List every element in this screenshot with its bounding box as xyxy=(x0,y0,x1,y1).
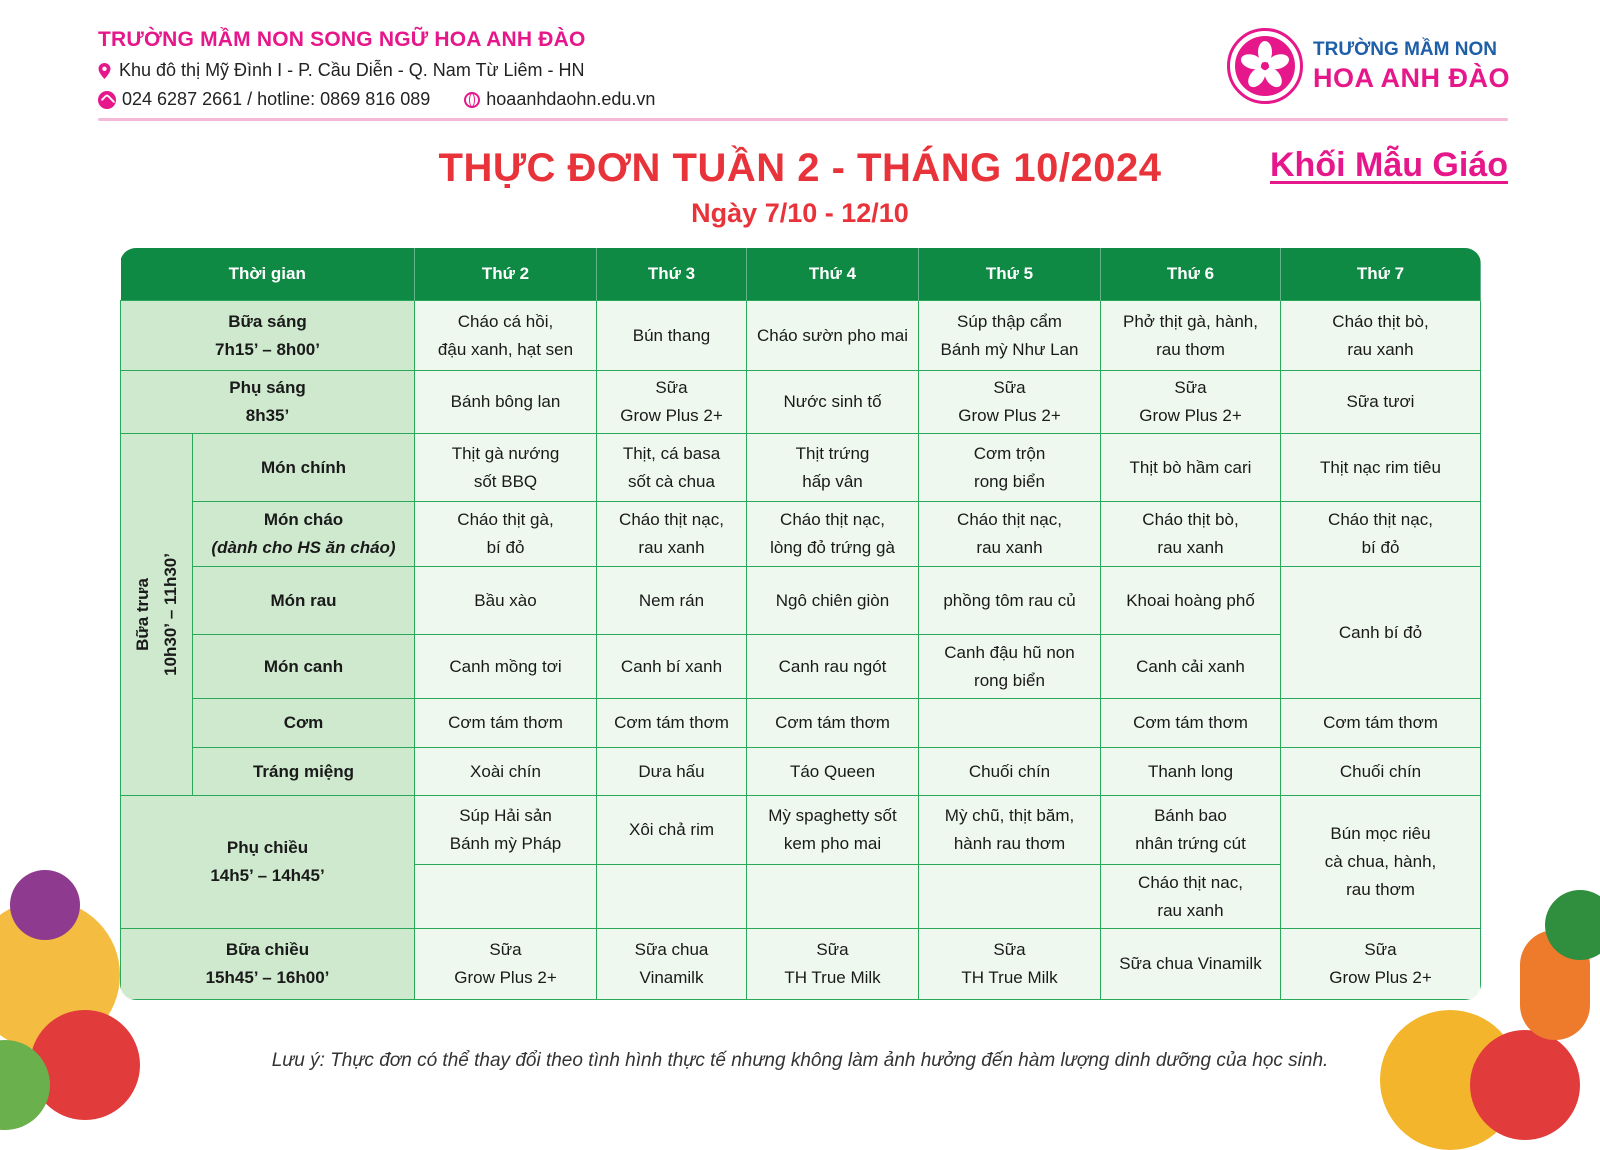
menu-cell: Canh rau ngót xyxy=(747,635,919,699)
row-label: Món rau xyxy=(193,567,415,635)
menu-cell: Sữa Grow Plus 2+ xyxy=(1281,929,1481,1000)
menu-cell: Ngô chiên giòn xyxy=(747,567,919,635)
menu-cell xyxy=(919,699,1101,748)
menu-cell: Cháo thịt bò, rau xanh xyxy=(1101,502,1281,567)
menu-cell: Canh bí đỏ xyxy=(1281,567,1481,699)
logo-line-2: HOA ANH ĐÀO xyxy=(1313,62,1510,93)
menu-cell: Nước sinh tố xyxy=(747,371,919,434)
row-label: Bữa chiều 15h45’ – 16h00’ xyxy=(121,929,415,1000)
menu-cell xyxy=(415,865,597,929)
logo-text xyxy=(1313,39,1510,94)
menu-cell: Cơm tám thơm xyxy=(415,699,597,748)
menu-cell: Nem rán xyxy=(597,567,747,635)
menu-cell: Thịt, cá basa sốt cà chua xyxy=(597,434,747,502)
table-row xyxy=(121,699,1481,748)
menu-cell: Cơm tám thơm xyxy=(597,699,747,748)
menu-cell: Cháo sườn pho mai xyxy=(747,301,919,371)
col-header: Thứ 2 xyxy=(415,248,597,301)
header-divider xyxy=(98,118,1508,121)
table-row xyxy=(121,567,1481,635)
globe-icon xyxy=(464,92,480,108)
menu-cell: Thịt nạc rim tiêu xyxy=(1281,434,1481,502)
col-header: Thứ 6 xyxy=(1101,248,1281,301)
menu-cell: Sữa chua Vinamilk xyxy=(1101,929,1281,1000)
menu-cell: Canh đậu hũ non rong biển xyxy=(919,635,1101,699)
menu-cell: Sữa Grow Plus 2+ xyxy=(415,929,597,1000)
menu-cell: Bầu xào xyxy=(415,567,597,635)
menu-cell: Bún mọc riêu cà chua, hành, rau thơm xyxy=(1281,796,1481,929)
fruit-decoration-right-2 xyxy=(1470,1030,1580,1140)
menu-cell: Cháo thịt nac, rau xanh xyxy=(1101,865,1281,929)
menu-cell: Cháo thịt nạc, lòng đỏ trứng gà xyxy=(747,502,919,567)
table-row xyxy=(121,301,1481,371)
col-header: Thời gian xyxy=(121,248,415,301)
row-label: Phụ chiều 14h5’ – 14h45’ xyxy=(121,796,415,929)
menu-cell: Cháo thịt nạc, rau xanh xyxy=(597,502,747,567)
phone-text: 024 6287 2661 / hotline: 0869 816 089 xyxy=(122,89,431,109)
menu-cell: Xôi chả rim xyxy=(597,796,747,865)
menu-cell: Thịt gà nướng sốt BBQ xyxy=(415,434,597,502)
grade-link[interactable]: Khối Mẫu Giáo xyxy=(1270,146,1508,184)
menu-cell: Thịt trứng hấp vân xyxy=(747,434,919,502)
menu-cell: Sữa Grow Plus 2+ xyxy=(597,371,747,434)
menu-cell: Táo Queen xyxy=(747,748,919,796)
menu-cell: Xoài chín xyxy=(415,748,597,796)
menu-cell: Canh cải xanh xyxy=(1101,635,1281,699)
table-row xyxy=(121,635,1481,699)
table-row xyxy=(121,502,1481,567)
menu-cell: Khoai hoàng phố xyxy=(1101,567,1281,635)
date-range: Ngày 7/10 - 12/10 xyxy=(691,198,909,228)
menu-cell: Súp thập cẩm Bánh mỳ Như Lan xyxy=(919,301,1101,371)
menu-cell: Chuối chín xyxy=(919,748,1101,796)
menu-cell: Bánh bông lan xyxy=(415,371,597,434)
menu-cell: Sữa TH True Milk xyxy=(919,929,1101,1000)
table-row xyxy=(121,434,1481,502)
page-title: THỰC ĐƠN TUẦN 2 - THÁNG 10/2024 xyxy=(438,146,1162,190)
menu-cell: Cháo cá hồi, đậu xanh, hạt sen xyxy=(415,301,597,371)
menu-cell: Sữa tươi xyxy=(1281,371,1481,434)
menu-cell: Cháo thịt gà, bí đỏ xyxy=(415,502,597,567)
menu-cell xyxy=(919,865,1101,929)
menu-cell: Cháo thịt bò, rau xanh xyxy=(1281,301,1481,371)
menu-cell: Sữa TH True Milk xyxy=(747,929,919,1000)
phone-icon xyxy=(98,91,116,109)
menu-table xyxy=(120,248,1481,1000)
cherry-blossom-icon xyxy=(1227,28,1303,104)
col-header: Thứ 7 xyxy=(1281,248,1481,301)
menu-cell: Sữa chua Vinamilk xyxy=(597,929,747,1000)
menu-cell: Cháo thịt nạc, rau xanh xyxy=(919,502,1101,567)
menu-cell: Thịt bò hầm cari xyxy=(1101,434,1281,502)
menu-cell: Cháo thịt nạc, bí đỏ xyxy=(1281,502,1481,567)
menu-cell: Canh mồng tơi xyxy=(415,635,597,699)
row-label: Cơm xyxy=(193,699,415,748)
col-header: Thứ 3 xyxy=(597,248,747,301)
table-row xyxy=(121,748,1481,796)
menu-cell: Cơm trộn rong biển xyxy=(919,434,1101,502)
header-row xyxy=(121,248,1481,301)
footnote: Lưu ý: Thực đơn có thể thay đổi theo tình hình thực tế nhưng không làm ảnh hưởng đến hàm lượng dinh dưỡng của học sinh. xyxy=(271,1050,1329,1071)
menu-cell: Cơm tám thơm xyxy=(1101,699,1281,748)
row-label: Phụ sáng 8h35’ xyxy=(121,371,415,434)
table-row xyxy=(121,796,1481,865)
row-label: Tráng miệng xyxy=(193,748,415,796)
menu-cell: Bánh bao nhân trứng cút xyxy=(1101,796,1281,865)
school-name: TRƯỜNG MẦM NON SONG NGỮ HOA ANH ĐÀO xyxy=(98,28,586,51)
col-header: Thứ 4 xyxy=(747,248,919,301)
menu-cell: Chuối chín xyxy=(1281,748,1481,796)
menu-cell: phồng tôm rau củ xyxy=(919,567,1101,635)
menu-cell: Cơm tám thơm xyxy=(1281,699,1481,748)
porridge-label: Món cháo xyxy=(263,510,344,529)
menu-cell: Canh bí xanh xyxy=(597,635,747,699)
menu-cell: Bún thang xyxy=(597,301,747,371)
menu-cell: Phở thịt gà, hành, rau thơm xyxy=(1101,301,1281,371)
fruit-decoration-left-3 xyxy=(10,870,80,940)
row-label xyxy=(193,502,415,567)
menu-cell: Mỳ spaghetty sốt kem pho mai xyxy=(747,796,919,865)
address-text: Khu đô thị Mỹ Đình I - P. Cầu Diễn - Q. Nam Từ Liêm - HN xyxy=(119,60,585,80)
logo-line-1: TRƯỜNG MẦM NON xyxy=(1313,38,1497,60)
porridge-sublabel: (dành cho HS ăn cháo) xyxy=(211,538,396,557)
lunch-label: Bữa trưa 10h30’ – 11h30’ xyxy=(132,553,180,676)
menu-cell: Sữa Grow Plus 2+ xyxy=(1101,371,1281,434)
row-label: Bữa sáng 7h15’ – 8h00’ xyxy=(121,301,415,371)
menu-cell: Dưa hấu xyxy=(597,748,747,796)
row-label: Món canh xyxy=(193,635,415,699)
menu-cell: Thanh long xyxy=(1101,748,1281,796)
menu-cell: Mỳ chũ, thịt băm, hành rau thơm xyxy=(919,796,1101,865)
menu-cell xyxy=(747,865,919,929)
menu-cell: Cơm tám thơm xyxy=(747,699,919,748)
row-label: Món chính xyxy=(193,434,415,502)
menu-cell xyxy=(597,865,747,929)
col-header: Thứ 5 xyxy=(919,248,1101,301)
lunch-label-cell xyxy=(121,434,193,796)
location-pin-icon xyxy=(98,63,111,79)
table-row xyxy=(121,371,1481,434)
school-logo xyxy=(1227,28,1510,104)
menu-cell: Súp Hải sản Bánh mỳ Pháp xyxy=(415,796,597,865)
table-row xyxy=(121,929,1481,1000)
menu-cell: Sữa Grow Plus 2+ xyxy=(919,371,1101,434)
website-link[interactable]: hoaanhdaohn.edu.vn xyxy=(486,89,656,109)
